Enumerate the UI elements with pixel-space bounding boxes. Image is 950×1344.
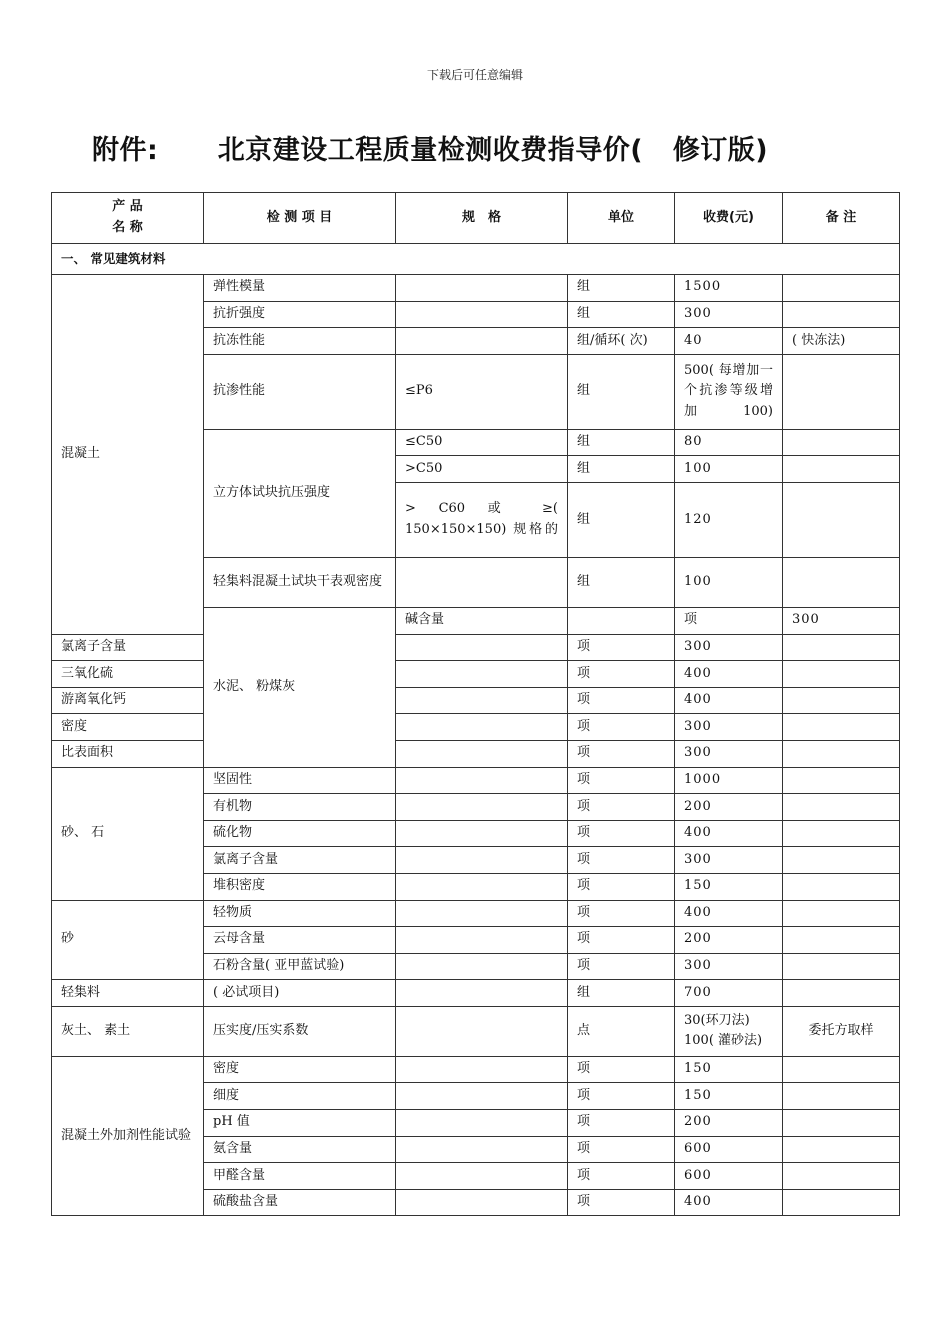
- cell-unit: 项: [568, 740, 675, 767]
- cell-note: [783, 953, 900, 980]
- cell-item: pH 值: [204, 1110, 396, 1137]
- cell-note: [783, 767, 900, 794]
- cell-unit: 组: [568, 482, 675, 557]
- cell-note: [783, 1083, 900, 1110]
- cell-note: [783, 429, 900, 456]
- cell-note: [783, 820, 900, 847]
- header-fee: 收费(元): [675, 193, 783, 244]
- cell-unit: 组: [568, 429, 675, 456]
- table-row: [52, 1006, 900, 1056]
- fee-line-2: 100( 灌砂法): [684, 1033, 763, 1049]
- cell-spec: [396, 634, 568, 661]
- cell-unit: 项: [568, 847, 675, 874]
- table-row: [52, 714, 900, 741]
- cell-spec: [396, 301, 568, 328]
- cell-fee: 700: [675, 980, 783, 1007]
- cell-item: 坚固性: [204, 767, 396, 794]
- cell-item: 细度: [204, 1083, 396, 1110]
- cell-fee: 400: [675, 661, 783, 688]
- cell-item: 抗冻性能: [204, 328, 396, 355]
- cell-fee: 120: [675, 482, 783, 557]
- cell-spec: [396, 275, 568, 302]
- cell-note: [783, 900, 900, 927]
- header-note: 下载后可任意编辑: [426, 68, 523, 82]
- cell-item: 抗折强度: [204, 301, 396, 328]
- cell-fee: 300: [675, 953, 783, 980]
- cell-unit: 项: [568, 1110, 675, 1137]
- cell-note: [783, 740, 900, 767]
- cell-spec: ≤C50: [396, 429, 568, 456]
- cell-note: [783, 927, 900, 954]
- cell-spec: [396, 1110, 568, 1137]
- cell-fee: 300: [675, 634, 783, 661]
- cell-fee: 200: [675, 794, 783, 821]
- cell-note: [783, 980, 900, 1007]
- cell-item: 密度: [52, 714, 204, 741]
- cell-fee: 300: [675, 740, 783, 767]
- cell-spec: [396, 714, 568, 741]
- document-title: 附件: 北京建设工程质量检测收费指导价( 修订版): [92, 135, 769, 166]
- cell-unit: 组: [568, 980, 675, 1007]
- cell-note: [783, 1163, 900, 1190]
- cell-fee: 200: [675, 927, 783, 954]
- cell-unit: 项: [568, 687, 675, 714]
- cell-fee: 300: [675, 714, 783, 741]
- cell-note: [783, 482, 900, 557]
- cell-note: ( 快冻法): [783, 328, 900, 355]
- cell-item: ( 必试项目): [204, 980, 396, 1007]
- cell-fee: 1500: [675, 275, 783, 302]
- cell-spec: [396, 1056, 568, 1083]
- cell-note: [783, 1189, 900, 1216]
- header-product: [52, 193, 204, 244]
- cell-fee: 300: [675, 301, 783, 328]
- header-product-line1: 产 品: [112, 199, 143, 215]
- cell-item: 堆积密度: [204, 873, 396, 900]
- cell-unit: 组: [568, 456, 675, 483]
- cell-fee: 600: [675, 1136, 783, 1163]
- cell-unit: 项: [568, 634, 675, 661]
- cell-fee: 400: [675, 820, 783, 847]
- group-sand-stone: 砂、 石: [52, 767, 204, 900]
- cell-unit: 组: [568, 557, 675, 607]
- cell-note: [783, 301, 900, 328]
- cell-note: [783, 456, 900, 483]
- cell-item: 氯离子含量: [204, 847, 396, 874]
- cell-note: [783, 687, 900, 714]
- header-unit: 单位: [568, 193, 675, 244]
- cell-unit: 项: [568, 1083, 675, 1110]
- table-row: [52, 687, 900, 714]
- cell-unit: 项: [568, 1136, 675, 1163]
- cell-fee: 100: [675, 557, 783, 607]
- section-row: [52, 244, 900, 275]
- header-spec: 规 格: [396, 193, 568, 244]
- cell-note: [783, 275, 900, 302]
- cell-item: 云母含量: [204, 927, 396, 954]
- cell-item: 压实度/压实系数: [204, 1006, 396, 1056]
- cell-spec: >C50: [396, 456, 568, 483]
- cell-item: 轻集料混凝土试块干表观密度: [204, 557, 396, 607]
- group-lightweight-aggregate: 轻集料: [52, 980, 204, 1007]
- cell-note: [783, 661, 900, 688]
- group-sand: 砂: [52, 900, 204, 980]
- table-row: [52, 275, 900, 302]
- cell-fee: 300: [783, 607, 900, 634]
- cell-spec: [396, 980, 568, 1007]
- cell-unit: 组: [568, 354, 675, 429]
- group-cement: 水泥、 粉煤灰: [204, 607, 396, 767]
- table-row: [52, 900, 900, 927]
- cell-note: 委托方取样: [783, 1006, 900, 1056]
- cell-spec: [396, 767, 568, 794]
- cell-item: 抗渗性能: [204, 354, 396, 429]
- cell-fee: 80: [675, 429, 783, 456]
- cell-fee: 400: [675, 900, 783, 927]
- table-row: [52, 980, 900, 1007]
- group-admixture: 混凝土外加剂性能试验: [52, 1056, 204, 1216]
- group-concrete: 混凝土: [52, 275, 204, 635]
- cell-unit: 项: [568, 1056, 675, 1083]
- cell-fee: 200: [675, 1110, 783, 1137]
- cell-item: 游离氧化钙: [52, 687, 204, 714]
- cell-unit: 项: [675, 607, 783, 634]
- cell-unit: 项: [568, 794, 675, 821]
- cell-spec: [396, 900, 568, 927]
- cell-item: 三氧化硫: [52, 661, 204, 688]
- cell-spec: [396, 847, 568, 874]
- cell-item: 甲醛含量: [204, 1163, 396, 1190]
- cell-spec: ≤P6: [396, 354, 568, 429]
- cell-note: [783, 1056, 900, 1083]
- cell-note: [783, 1110, 900, 1137]
- cell-spec: [396, 557, 568, 607]
- cell-note: [783, 794, 900, 821]
- cell-item: 碱含量: [396, 607, 568, 634]
- table-row: [52, 740, 900, 767]
- cell-unit: 项: [568, 714, 675, 741]
- cell-item: 石粉含量( 亚甲蓝试验): [204, 953, 396, 980]
- cell-item: 密度: [204, 1056, 396, 1083]
- cell-note: [783, 1136, 900, 1163]
- table-row: [52, 661, 900, 688]
- cell-note: [783, 354, 900, 429]
- cell-item: 立方体试块抗压强度: [204, 429, 396, 557]
- header-item: 检 测 项 目: [204, 193, 396, 244]
- cell-spec: [396, 953, 568, 980]
- cell-fee: 1000: [675, 767, 783, 794]
- cell-spec: [396, 820, 568, 847]
- cell-fee: 100: [675, 456, 783, 483]
- cell-item: 弹性模量: [204, 275, 396, 302]
- header-note: 备 注: [783, 193, 900, 244]
- cell-fee: 150: [675, 873, 783, 900]
- cell-spec: [568, 607, 675, 634]
- cell-unit: 项: [568, 873, 675, 900]
- cell-spec: [396, 1189, 568, 1216]
- cell-spec: [396, 740, 568, 767]
- table-row: [52, 634, 900, 661]
- cell-unit: 项: [568, 661, 675, 688]
- cell-unit: 点: [568, 1006, 675, 1056]
- cell-spec: [396, 661, 568, 688]
- cell-unit: 项: [568, 1189, 675, 1216]
- cell-item: 氯离子含量: [52, 634, 204, 661]
- cell-spec: [396, 1006, 568, 1056]
- cell-item: 硫酸盐含量: [204, 1189, 396, 1216]
- cell-item: 氨含量: [204, 1136, 396, 1163]
- cell-note: [783, 847, 900, 874]
- cell-fee: 400: [675, 1189, 783, 1216]
- cell-spec: [396, 1136, 568, 1163]
- section-title: 一、 常见建筑材料: [52, 244, 900, 275]
- fee-line-1: 30(环刀法): [684, 1012, 750, 1028]
- cell-item: 比表面积: [52, 740, 204, 767]
- cell-note: [783, 557, 900, 607]
- cell-spec: [396, 328, 568, 355]
- cell-fee: [675, 1006, 783, 1056]
- cell-unit: 项: [568, 927, 675, 954]
- cell-fee: 150: [675, 1056, 783, 1083]
- cell-unit: 组/循环( 次): [568, 328, 675, 355]
- cell-spec: [396, 687, 568, 714]
- group-lime-soil: 灰土、 素土: [52, 1006, 204, 1056]
- cell-spec: [396, 1083, 568, 1110]
- cell-unit: 组: [568, 301, 675, 328]
- cell-spec: [396, 794, 568, 821]
- header-product-line2: 名 称: [112, 220, 143, 235]
- cell-unit: 项: [568, 1163, 675, 1190]
- cell-unit: 项: [568, 820, 675, 847]
- cell-spec: [396, 927, 568, 954]
- table-header-row: [52, 193, 900, 244]
- table-row: [52, 767, 900, 794]
- cell-fee: 300: [675, 847, 783, 874]
- cell-item: 有机物: [204, 794, 396, 821]
- cell-fee: 600: [675, 1163, 783, 1190]
- cell-item: 轻物质: [204, 900, 396, 927]
- cell-fee: 150: [675, 1083, 783, 1110]
- fee-table: [51, 192, 900, 1216]
- cell-fee: 400: [675, 687, 783, 714]
- cell-spec: [396, 873, 568, 900]
- cell-note: [783, 714, 900, 741]
- cell-spec: > C60 或 ≥( 150×150×150) 规格的: [396, 482, 568, 557]
- cell-unit: 组: [568, 275, 675, 302]
- cell-fee: 40: [675, 328, 783, 355]
- cell-note: [783, 634, 900, 661]
- cell-unit: 项: [568, 767, 675, 794]
- cell-item: 硫化物: [204, 820, 396, 847]
- table-row: [52, 1056, 900, 1083]
- cell-spec: [396, 1163, 568, 1190]
- cell-note: [783, 873, 900, 900]
- cell-fee: 500( 每增加一个抗渗等级增加100): [675, 354, 783, 429]
- cell-unit: 项: [568, 953, 675, 980]
- cell-unit: 项: [568, 900, 675, 927]
